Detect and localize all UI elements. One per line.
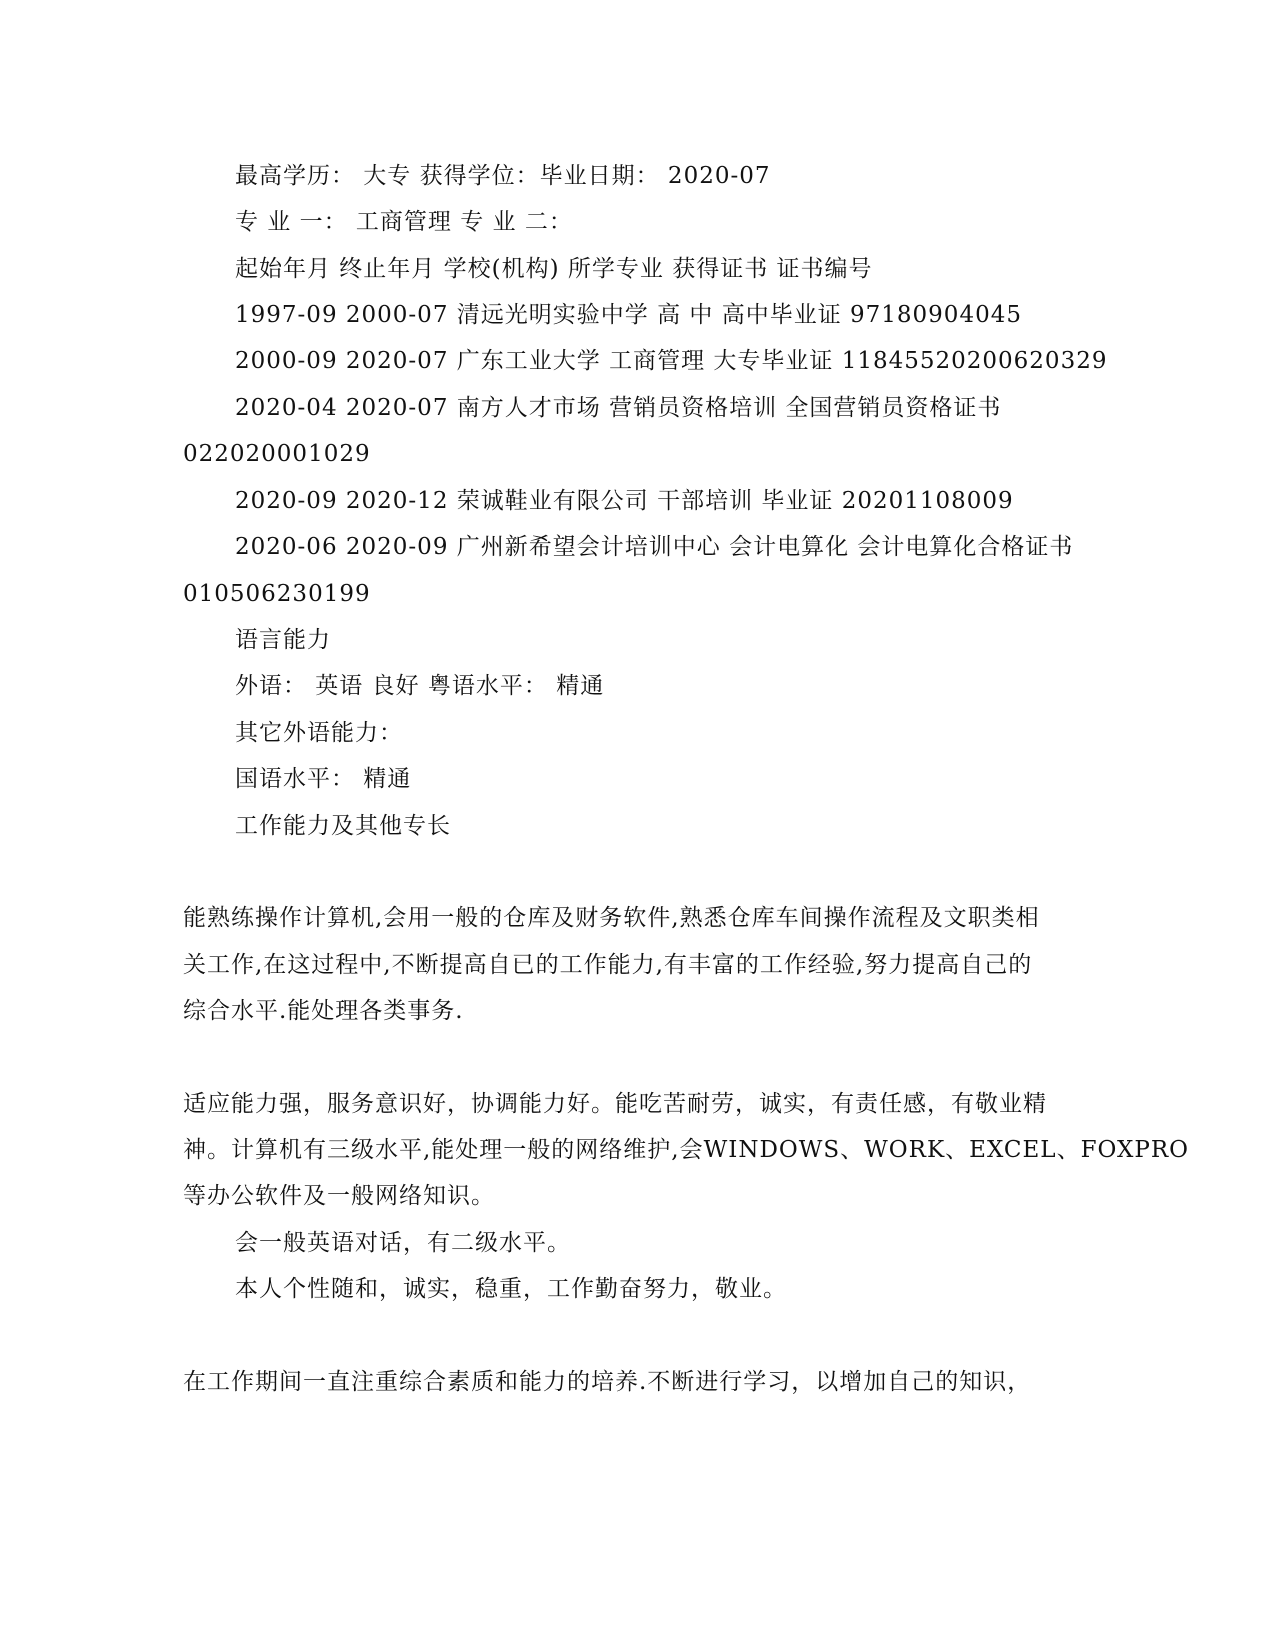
foreign-language-line: 外语： 英语 良好 粤语水平： 精通 <box>235 673 605 699</box>
major-line: 专 业 一： 工商管理 专 业 二： <box>235 209 573 235</box>
english-conversation-line: 会一般英语对话，有二级水平。 <box>235 1230 571 1256</box>
skills-heading: 工作能力及其他专长 <box>235 813 451 839</box>
education-row-continuation: 010506230199 <box>183 581 371 607</box>
education-row: 2020-06 2020-09 广州新希望会计培训中心 会计电算化 会计电算化合格证书 <box>235 534 1074 560</box>
education-row: 2020-09 2020-12 荣诚鞋业有限公司 干部培训 毕业证 20201108009 <box>235 488 1014 514</box>
personality-line: 本人个性随和，诚实，稳重，工作勤奋努力，敬业。 <box>235 1276 787 1302</box>
skills-paragraph-line: 综合水平.能处理各类事务. <box>183 998 464 1024</box>
self-evaluation-line: 神。计算机有三级水平,能处理一般的网络维护,会WINDOWS、WORK、EXCEL、FOXPRO <box>183 1137 1190 1163</box>
mandarin-level-line: 国语水平： 精通 <box>235 766 412 792</box>
education-row: 2000-09 2020-07 广东工业大学 工商管理 大专毕业证 11845520200620329 <box>235 348 1108 374</box>
education-row-continuation: 022020001029 <box>183 441 371 467</box>
education-row: 2020-04 2020-07 南方人才市场 营销员资格培训 全国营销员资格证书 <box>235 395 1002 421</box>
other-language-line: 其它外语能力： <box>235 720 403 746</box>
language-ability-heading: 语言能力 <box>235 627 331 653</box>
education-table-header: 起始年月 终止年月 学校(机构) 所学专业 获得证书 证书编号 <box>235 256 873 282</box>
self-evaluation-line: 适应能力强，服务意识好，协调能力好。能吃苦耐劳，诚实，有责任感，有敬业精 <box>183 1091 1047 1117</box>
education-level-line: 最高学历： 大专 获得学位：毕业日期： 2020-07 <box>235 163 771 189</box>
training-paragraph-line: 在工作期间一直注重综合素质和能力的培养.不断进行学习，以增加自己的知识， <box>183 1369 1032 1395</box>
self-evaluation-line: 等办公软件及一般网络知识。 <box>183 1183 495 1209</box>
education-row: 1997-09 2000-07 清远光明实验中学 高 中 高中毕业证 97180904045 <box>235 302 1022 328</box>
skills-paragraph-line: 关工作,在这过程中,不断提高自已的工作能力,有丰富的工作经验,努力提高自己的 <box>183 952 1033 978</box>
skills-paragraph-line: 能熟练操作计算机,会用一般的仓库及财务软件,熟悉仓库车间操作流程及文职类相 <box>183 905 1040 931</box>
